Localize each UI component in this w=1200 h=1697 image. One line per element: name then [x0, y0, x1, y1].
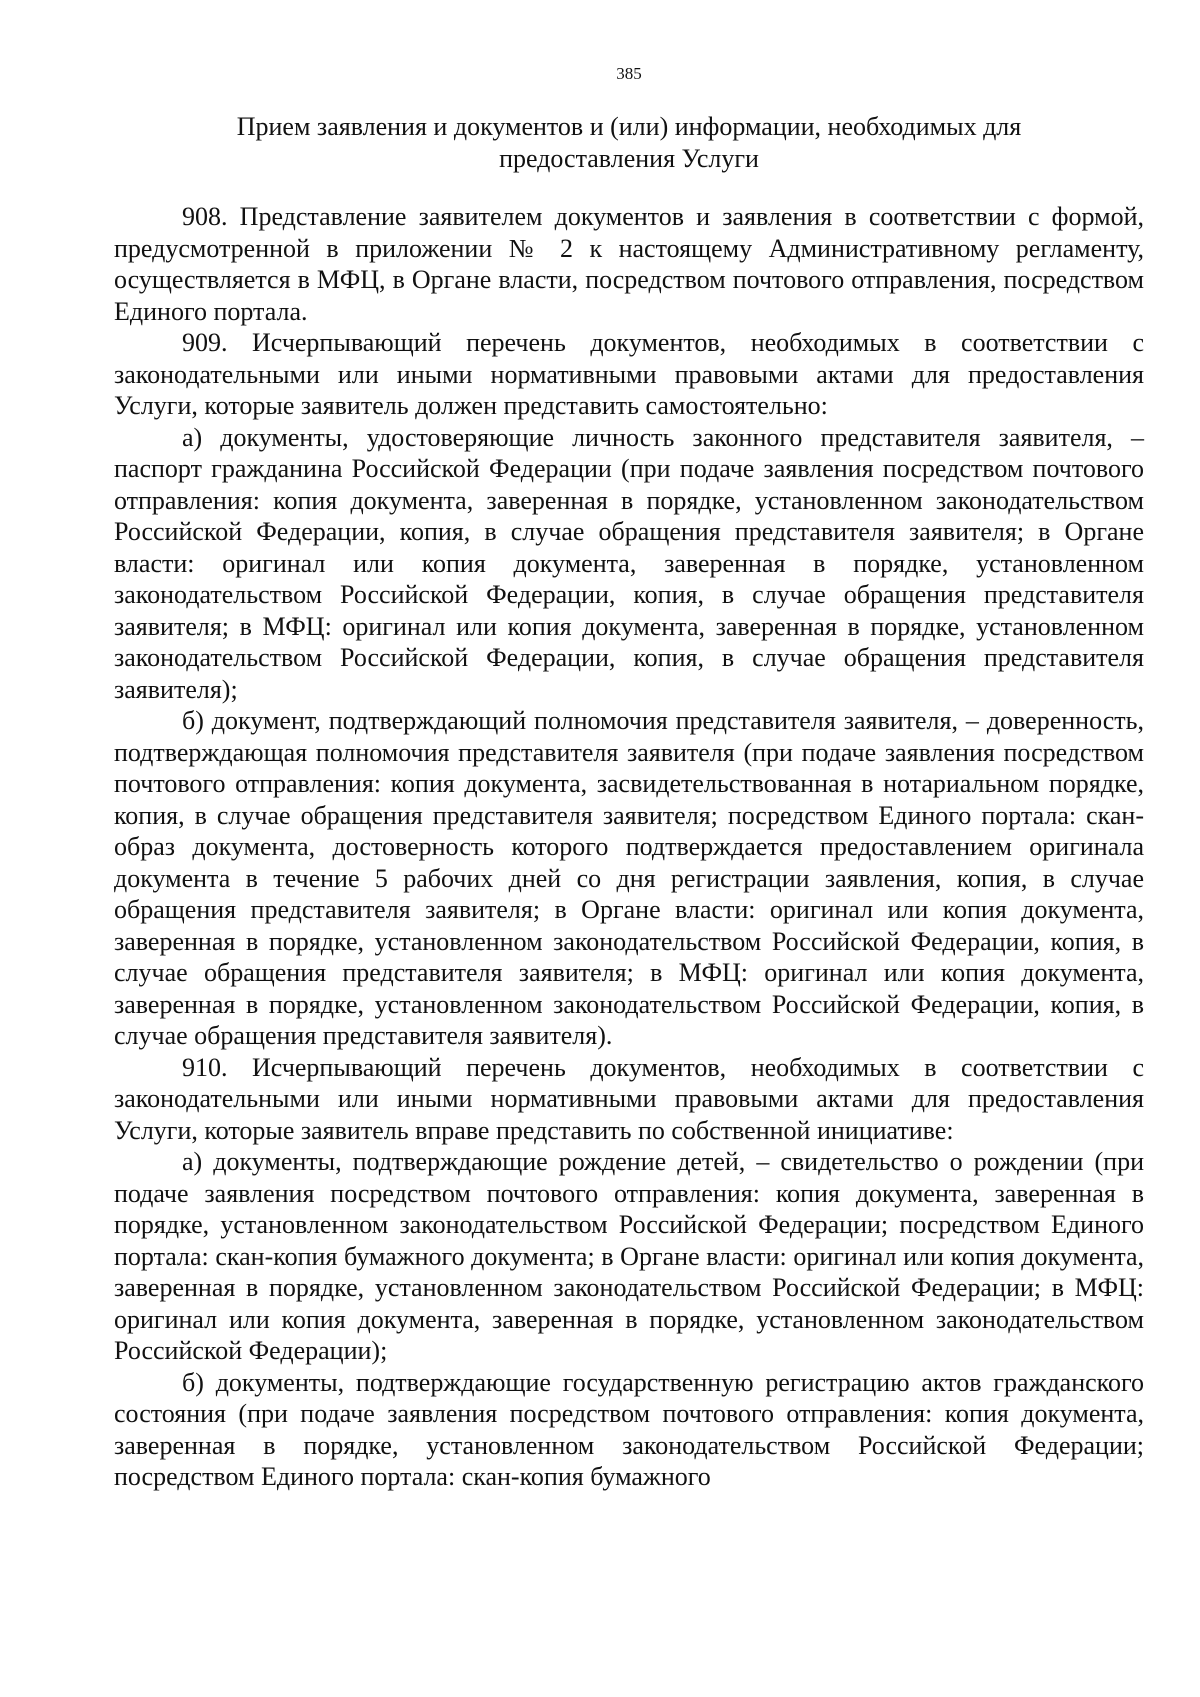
- paragraph-909-b: б) документ, подтверждающий полномочия представителя заявителя, – доверенность, подтверждающая полномочия представителя заявителя (при подаче заявления посредством почтового отправления: копия документа, засвидетельствованная в нотариальном порядке, копия, в случае обращения представителя заявителя; посредством Единого портала: скан-образ документа, достоверность которого подтверждается предоставлением оригинала документа в течение 5 рабочих дней со дня регистрации заявления, копия, в случае обращения представителя заявителя; в Органе власти: оригинал или копия документа, заверенная в порядке, установленном законодательством Российской Федерации, копия, в случае обращения представителя заявителя; в МФЦ: оригинал или копия документа, заверенная в порядке, установленном законодательством Российской Федерации, копия, в случае обращения представителя заявителя).: [114, 706, 1144, 1050]
- document-page: [114, 62, 1144, 1493]
- section-title: Прием заявления и документов и (или) информации, необходимых для предоставления Услуги: [236, 112, 1022, 173]
- paragraph-910-b: б) документы, подтверждающие государственную регистрацию актов гражданского состояния (при подаче заявления посредством почтового отправления: копия документа, заверенная в порядке, установленном законодательством Российской Федерации; посредством Единого портала: скан-копия бумажного: [114, 1367, 1144, 1491]
- page-number: 385: [616, 64, 642, 83]
- paragraph-909: 909. Исчерпывающий перечень документов, необходимых в соответствии с законодательными или иными нормативными правовыми актами для предоставления Услуги, которые заявитель должен представить самостоятельно:: [114, 328, 1144, 420]
- paragraph-910: 910. Исчерпывающий перечень документов, необходимых в соответствии с законодательными или иными нормативными правовыми актами для предоставления Услуги, которые заявитель вправе представить по собственной инициативе:: [114, 1052, 1144, 1145]
- paragraph-910-a: а) документы, подтверждающие рождение детей, – свидетельство о рождении (при подаче заявления посредством почтового отправления: копия документа, заверенная в порядке, установленном законодательством Российской Федерации; посредством Единого портала: скан-копия бумажного документа; в Органе власти: оригинал или копия документа, заверенная в порядке, установленном законодательством Российской Федерации; в МФЦ: оригинал или копия документа, заверенная в порядке, установленном законодательством Российской Федерации);: [114, 1147, 1144, 1365]
- paragraph-909-a: а) документы, удостоверяющие личность законного представителя заявителя, – паспорт гражданина Российской Федерации (при подаче заявления посредством почтового отправления: копия документа, заверенная в порядке, установленном законодательством Российской Федерации, копия, в случае обращения представителя заявителя; в Органе власти: оригинал или копия документа, заверенная в порядке, установленном законодательством Российской Федерации, копия, в случае обращения представителя заявителя; в МФЦ: оригинал или копия документа, заверенная в порядке, установленном законодательством Российской Федерации, копия, в случае обращения представителя заявителя);: [114, 422, 1144, 704]
- paragraph-908: 908. Представление заявителем документов и заявления в соответствии с формой, предусмотренной в приложении № 2 к настоящему Административному регламенту, осуществляется в МФЦ, в Органе власти, посредством почтового отправления, посредством Единого портала.: [114, 202, 1144, 326]
